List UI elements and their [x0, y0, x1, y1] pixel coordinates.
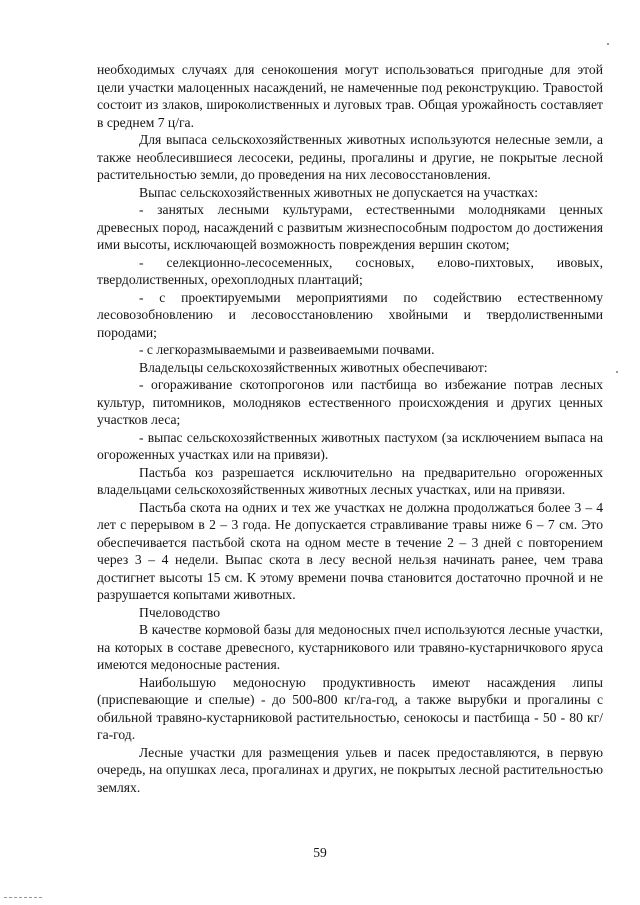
paragraph: Выпас сельскохозяйственных животных не допускается на участках: [139, 184, 539, 200]
paragraph: Пастьба коз разрешается исключительно на предварительно огороженных владельцами сельскохозяйственных животных лесных участках, или на привязи. [97, 464, 603, 497]
paragraph: Пчеловодство [139, 604, 221, 620]
scan-speck [616, 371, 618, 373]
paragraph: Для выпаса сельскохозяйственных животных используются нелесные земли, а также необлесившиеся лесосеки, редины, прогалины и другие, не покрытые лесной растительностью земли, до проведения на них лесовосстановления. [97, 132, 603, 182]
paragraph: Владельцы сельскохозяйственных животных обеспечивают: [139, 359, 488, 375]
paragraph: - с проектируемыми мероприятиями по содействию естественному лесовозобновлению и лесовосстановлению хвойными и твердолиственными породами; [97, 289, 603, 340]
paragraph: - огораживание скотопрогонов или пастбища во избежание потрав лесных культур, питомников, молодняков естественного происхождения и других ценных участков леса; [97, 377, 603, 427]
paragraph: В качестве кормовой базы для медоносных пчел используются лесные участки, на которых в составе древесного, кустарникового или травяно-кустарничкового яруса имеются медоносные растения. [97, 622, 603, 672]
page-number: 59 [313, 845, 327, 860]
scan-mark [4, 897, 42, 898]
paragraph: - занятых лесными культурами, естественными молодняками ценных древесных пород, насаждений с развитым жизнеспособным подростом до достижения ими высоты, исключающей возможность повреждения вершин скотом; [97, 202, 603, 252]
paragraph: - выпас сельскохозяйственных животных пастухом (за исключением выпаса на огороженных участках или на привязи). [97, 429, 603, 462]
paragraph: - селекционно-лесосеменных, сосновых, елово-пихтовых, ивовых, твердолиственных, орехоплодных плантаций; [97, 254, 603, 287]
scan-speck [607, 43, 609, 45]
paragraph: Пастьба скота на одних и тех же участках не должна продолжаться более 3 – 4 лет с перерывом в 2 – 3 года. Не допускается стравливание травы ниже 6 – 7 см. Это обеспечивается пастьбой скота на одном месте в течение 2 – 3 дней с повторением через 3 – 4 недели. Выпас скота в лесу весной нельзя начинать ранее, чем трава достигнет высоты 15 см. К этому времени почва становится достаточно прочной и не разрушается копытами животных. [97, 499, 603, 602]
paragraph: Наибольшую медоносную продуктивность имеют насаждения липы (приспевающие и спелые) - до 500-800 кг/га-год, а также вырубки и прогалины с обильной травяно-кустарниковой растительностью, сенокосы и пастбища - 50 - 80 кг/га-год. [97, 674, 603, 742]
body-text [97, 61, 603, 796]
paragraph: Лесные участки для размещения ульев и пасек предоставляются, в первую очередь, на опушках леса, прогалинах и других, не покрытых лесной растительностью землях. [97, 744, 603, 795]
paragraph: - с легкоразмываемыми и развеиваемыми почвами. [139, 342, 435, 357]
paragraph: необходимых случаях для сенокошения могут использоваться пригодные для этой цели участки малоценных насаждений, не намеченные под реконструкцию. Травостой состоит из злаков, широколиственных и луговых трав. Общая урожайность составляет в среднем 7 ц/га. [97, 62, 603, 130]
